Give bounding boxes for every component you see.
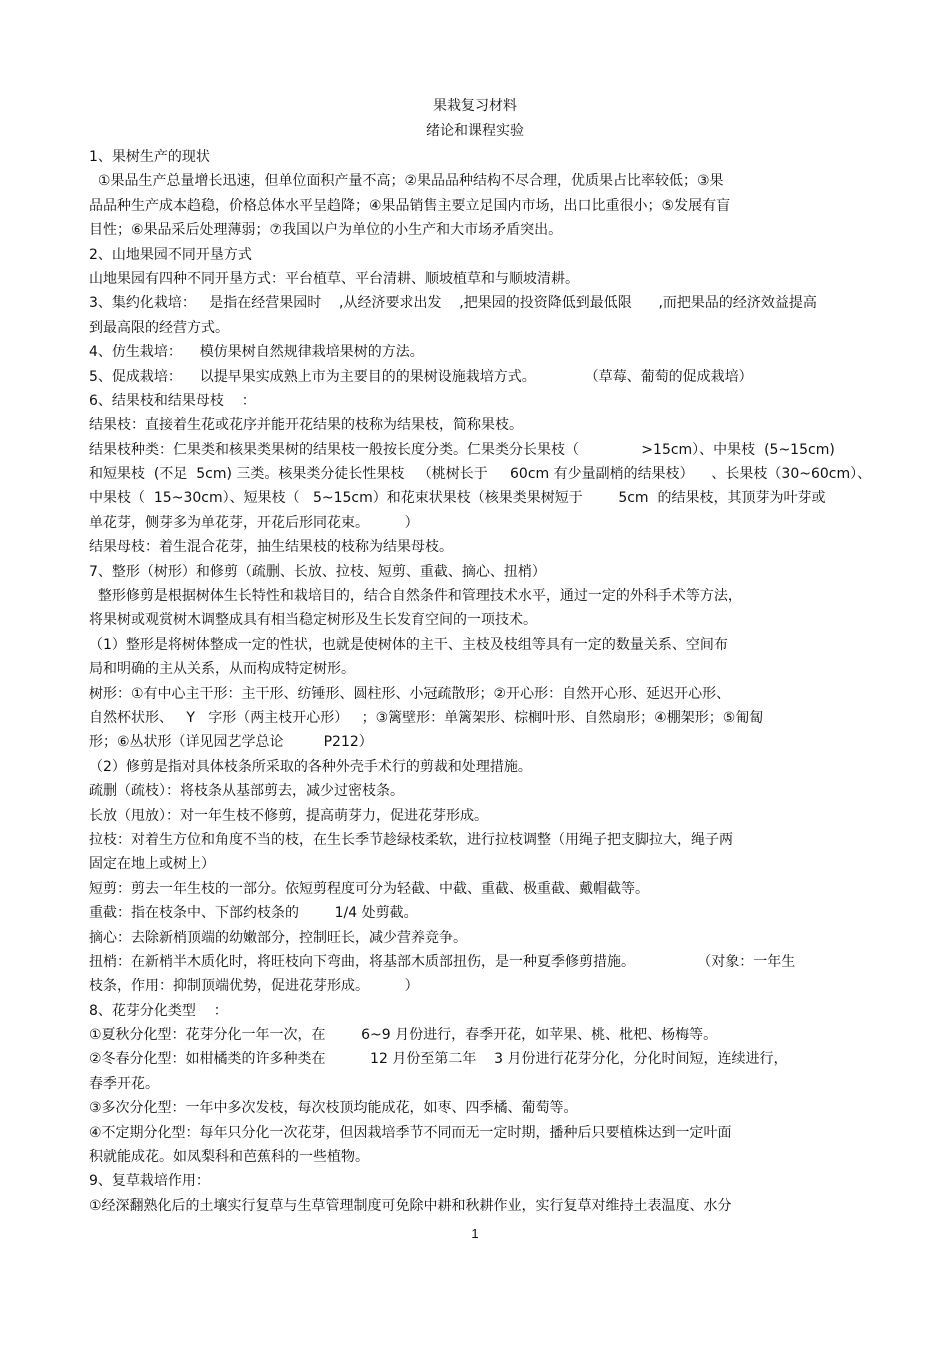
text-line: 3、集约化栽培： 是指在经营果园时 ,从经济要求出发 ,把果园的投资降低到最低限 ,而把果品的经济效益提高 [89, 295, 817, 312]
text-line: 单花芽，侧芽多为单花芽，开花后形同花束。 ） [89, 514, 419, 531]
text-line: ①果品生产总量增长迅速，但单位面积产量不高；②果品品种结构不尽合理，优质果占比率较低；③果 [89, 173, 724, 190]
text-line: ①经深翻熟化后的土壤实行复草与生草管理制度可免除中耕和秋耕作业，实行复草对维持土表温度、水分 [89, 1197, 732, 1214]
text-line: 疏删（疏枝）：将枝条从基部剪去，减少过密枝条。 [89, 783, 404, 800]
text-line: 5、促成栽培： 以提早果实成熟上市为主要目的的果树设施栽培方式。 （草莓、葡萄的促成栽培） [89, 368, 753, 385]
text-line: 中果枝（ 15~30cm）、短果枝（ 5~15cm）和花束状果枝（核果类果树短于 5cm 的结果枝，其顶芽为叶芽或 [89, 490, 826, 507]
document-title: 果栽复习材料 [433, 98, 517, 114]
text-line: 重截：指在枝条中、下部约枝条的 1/4 处剪截。 [89, 905, 418, 922]
text-line: 枝条，作用：抑制顶端优势，促进花芽形成。 ） [89, 978, 419, 995]
page-number: 1 [471, 1226, 479, 1241]
text-line: 摘心：去除新梢顶端的幼嫩部分，控制旺长，减少营养竞争。 [89, 929, 467, 946]
text-line: ③多次分化型：一年中多次发枝，每次枝顶均能成花，如枣、四季橘、葡萄等。 [89, 1100, 578, 1117]
text-line: 4、仿生栽培： 模仿果树自然规律栽培果树的方法。 [89, 344, 424, 361]
text-line: 形；⑥丛状形（详见园艺学总论 P212） [89, 734, 373, 751]
text-line: 1、果树生产的现状 [89, 149, 210, 165]
text-line: 目性；⑥果品采后处理薄弱；⑦我国以户为单位的小生产和大市场矛盾突出。 [89, 222, 563, 239]
text-line: 结果母枝：着生混合花芽，抽生结果枝的枝称为结果母枝。 [89, 539, 453, 556]
text-line: （2）修剪是指对具体枝条所采取的各种外壳手术行的剪裁和处理措施。 [89, 758, 532, 775]
text-line: ①夏秋分化型：花芽分化一年一次，在 6~9 月份进行，春季开花，如苹果、桃、枇杷、杨梅等。 [89, 1027, 718, 1044]
text-line: 将果树或观赏树木调整成具有相当稳定树形及生长发育空间的一项技术。 [89, 612, 537, 629]
text-line: 固定在地上或树上） [89, 856, 215, 873]
text-line: 长放（甩放）：对一年生枝不修剪，提高萌芽力，促进花芽形成。 [89, 807, 488, 824]
text-line: 到最高限的经营方式。 [89, 319, 229, 336]
text-line: 春季开花。 [89, 1075, 159, 1092]
text-line: 短剪：剪去一年生枝的一部分。依短剪程度可分为轻截、中截、重截、极重截、戴帽截等。 [89, 880, 649, 897]
text-line: 6、结果枝和结果母枝 ： [89, 392, 256, 409]
text-line: 积就能成花。如凤梨科和芭蕉科的一些植物。 [89, 1149, 369, 1166]
text-line: ④不定期分化型：每年只分化一次花芽，但因栽培季节不同而无一定时期，播种后只要植株达到一定叶面 [89, 1124, 732, 1141]
text-line: 山地果园有四种不同开垦方式：平台植草、平台清耕、顺坡植草和与顺坡清耕。 [89, 270, 579, 287]
text-line: 9、复草栽培作用： [89, 1173, 210, 1190]
text-line: 8、花芽分化类型 ： [89, 1002, 228, 1019]
text-line: 7、整形（树形）和修剪（疏删、长放、拉枝、短剪、重截、摘心、扭梢） [89, 563, 546, 580]
text-line: ②冬春分化型：如柑橘类的许多种类在 12 月份至第二年 3 月份进行花芽分化，分化时间短，连续进行， [89, 1051, 788, 1068]
text-line: 局和明确的主从关系，从而构成特定树形。 [89, 661, 355, 678]
text-line: 扭梢：在新梢半木质化时，将旺枝向下弯曲，将基部木质部扭伤，是一种夏季修剪措施。 （对象：一年生 [89, 953, 796, 970]
document-subtitle: 绪论和课程实验 [426, 123, 524, 139]
document-body [89, 145, 879, 1218]
text-line: 拉枝：对着生方位和角度不当的枝，在生长季节趁绿枝柔软，进行拉枝调整（用绳子把支脚拉大，绳子两 [89, 831, 733, 848]
text-line: 整形修剪是根据树体生长特性和栽培目的，结合自然条件和管理技术水平，通过一定的外科手术等方法， [89, 588, 742, 605]
text-line: （1）整形是将树体整成一定的性状，也就是使树体的主干、主枝及枝组等具有一定的数量关系、空间布 [89, 636, 728, 653]
text-line: 结果枝种类：仁果类和核果类果树的结果枝一般按长度分类。仁果类分长果枝（ >15cm）、中果枝 (5~15cm) [89, 441, 835, 458]
text-line: 品品种生产成本趋稳，价格总体水平呈趋降；④果品销售主要立足国内市场，出口比重很小；⑤发展有盲 [89, 197, 731, 214]
text-line: 树形：①有中心主干形：主干形、纺锤形、圆柱形、小冠疏散形；②开心形：自然开心形、延迟开心形、 [89, 685, 731, 702]
text-line: 2、山地果园不同开垦方式 [89, 246, 252, 263]
text-line: 自然杯状形、 Y 字形（两主枝开心形） ；③篱壁形：单篱架形、棕榈叶形、自然扇形；④棚架形；⑤匍匐 [89, 709, 764, 726]
text-line: 结果枝：直接着生花或花序并能开花结果的枝称为结果枝，简称果枝。 [89, 417, 523, 434]
text-line: 和短果枝 (不足 5cm) 三类。核果类分徒长性果枝 （桃树长于 60cm 有少量副梢的结果枝） 、长果枝（30~60cm）、 [89, 466, 872, 483]
